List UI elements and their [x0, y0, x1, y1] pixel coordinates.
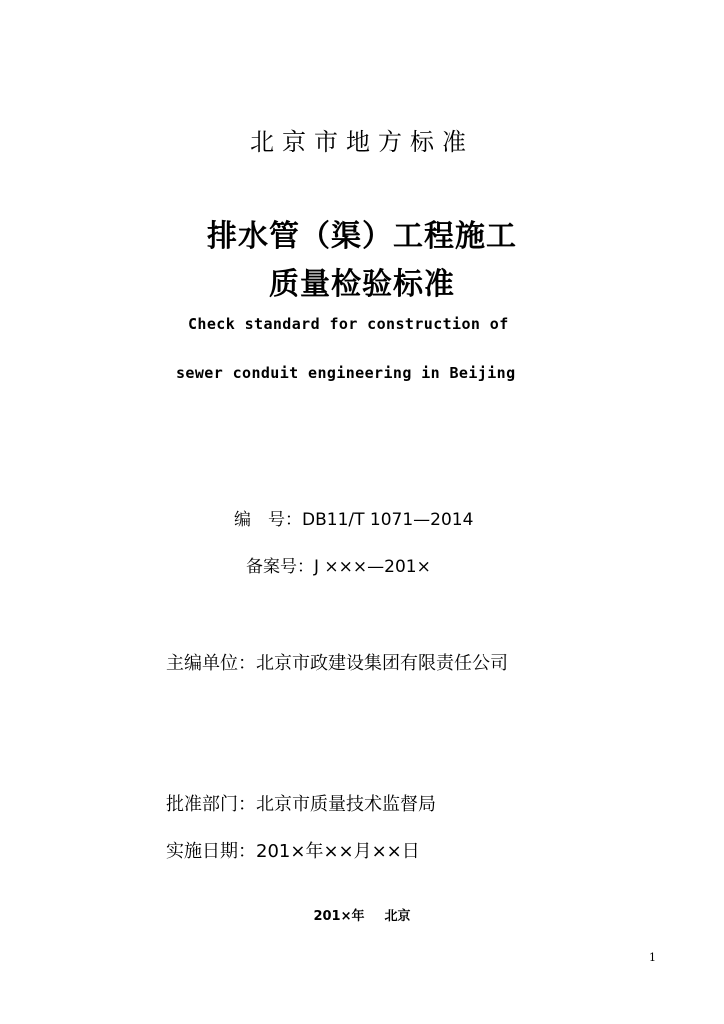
approval-department: 批准部门：北京市质量技术监督局: [166, 794, 436, 815]
page-number: 1: [649, 951, 656, 964]
main-title-line-1: 排水管（渠）工程施工: [207, 219, 517, 254]
standard-number: 编 号：DB11/T 1071—2014: [234, 510, 474, 530]
footer-city: 北京: [384, 909, 411, 924]
footer-year: 201×年: [313, 909, 365, 924]
english-title-line-1: Check standard for construction of: [188, 315, 509, 333]
footer-publication: [0, 905, 724, 924]
english-title-line-2: sewer conduit engineering in Beijing: [176, 364, 516, 382]
series-title: 北京市地方标准: [250, 128, 474, 156]
main-title-line-2: 质量检验标准: [269, 267, 455, 302]
record-number: 备案号：J ×××—201×: [246, 557, 431, 577]
implementation-date: 实施日期：201×年××月××日: [166, 841, 420, 862]
editor-unit: 主编单位：北京市政建设集团有限责任公司: [166, 653, 508, 674]
